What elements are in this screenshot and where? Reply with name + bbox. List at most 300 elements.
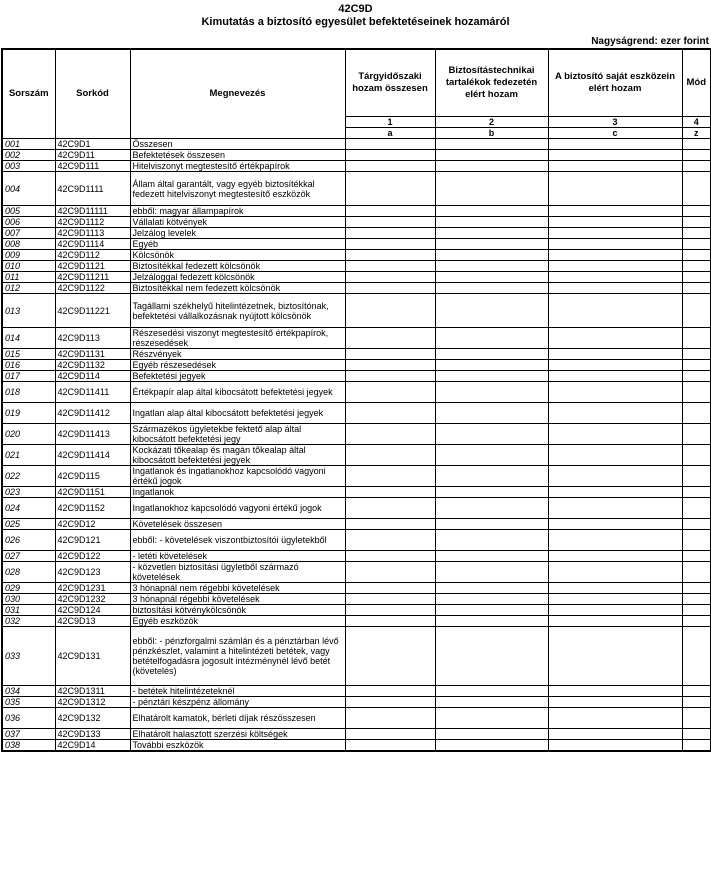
row-number: 021 [2, 445, 55, 466]
row-name: További eszközök [130, 740, 345, 752]
row-number: 027 [2, 551, 55, 562]
value-cell-c[interactable] [548, 466, 682, 487]
table-row [2, 161, 711, 172]
row-number: 026 [2, 530, 55, 551]
col-letter-b: b [435, 128, 548, 139]
col-number-2: 2 [435, 117, 548, 128]
value-cell-b[interactable] [435, 519, 548, 530]
col-letter-a: a [345, 128, 435, 139]
table-row [2, 583, 711, 594]
table-row [2, 250, 711, 261]
value-cell-c[interactable] [548, 206, 682, 217]
report-title: Kimutatás a biztosító egyesület befektetéseinek hozamáról [201, 16, 510, 28]
value-cell-b[interactable] [435, 272, 548, 283]
value-cell-c[interactable] [548, 740, 682, 752]
value-cell-z[interactable] [682, 403, 711, 424]
table-row [2, 294, 711, 328]
table-row [2, 551, 711, 562]
col-letter-c: c [548, 128, 682, 139]
value-cell-z[interactable] [682, 206, 711, 217]
table-row [2, 686, 711, 697]
value-cell-a[interactable] [345, 519, 435, 530]
value-cell-c[interactable] [548, 349, 682, 360]
row-name: Tagállami székhelyű hitelintézetnek, biztosítónak, befektetési vállalkozásnak nyújtott kölcsönök [130, 294, 345, 328]
value-cell-a[interactable] [345, 616, 435, 627]
value-cell-z[interactable] [682, 283, 711, 294]
value-cell-z[interactable] [682, 466, 711, 487]
value-cell-b[interactable] [435, 605, 548, 616]
value-cell-c[interactable] [548, 424, 682, 445]
row-name: Kölcsönök [130, 250, 345, 261]
value-cell-b[interactable] [435, 740, 548, 752]
value-cell-b[interactable] [435, 206, 548, 217]
value-cell-z[interactable] [682, 530, 711, 551]
table-row [2, 740, 711, 752]
table-row [2, 206, 711, 217]
row-code: 42C9D121 [55, 530, 130, 551]
value-cell-a[interactable] [345, 349, 435, 360]
value-cell-a[interactable] [345, 139, 435, 150]
value-cell-a[interactable] [345, 328, 435, 349]
value-cell-b[interactable] [435, 729, 548, 740]
value-cell-c[interactable] [548, 551, 682, 562]
table-row [2, 708, 711, 729]
value-cell-b[interactable] [435, 530, 548, 551]
value-cell-a[interactable] [345, 466, 435, 487]
row-name: Biztosítékkal fedezett kölcsönök [130, 261, 345, 272]
report-code: 42C9D [338, 3, 373, 15]
value-cell-c[interactable] [548, 371, 682, 382]
value-cell-z[interactable] [682, 328, 711, 349]
row-number: 016 [2, 360, 55, 371]
value-cell-z[interactable] [682, 228, 711, 239]
value-cell-b[interactable] [435, 283, 548, 294]
value-cell-a[interactable] [345, 627, 435, 686]
row-code: 42C9D132 [55, 708, 130, 729]
row-number: 024 [2, 498, 55, 519]
row-number: 012 [2, 283, 55, 294]
value-cell-b[interactable] [435, 686, 548, 697]
value-cell-b[interactable] [435, 594, 548, 605]
row-number: 008 [2, 239, 55, 250]
value-cell-z[interactable] [682, 498, 711, 519]
value-cell-c[interactable] [548, 519, 682, 530]
value-cell-b[interactable] [435, 328, 548, 349]
value-cell-c[interactable] [548, 228, 682, 239]
row-name: Részvények [130, 349, 345, 360]
row-number: 031 [2, 605, 55, 616]
row-name: - letéti követelések [130, 551, 345, 562]
row-code: 42C9D114 [55, 371, 130, 382]
row-code: 42C9D112 [55, 250, 130, 261]
value-cell-z[interactable] [682, 562, 711, 583]
value-cell-b[interactable] [435, 172, 548, 206]
row-name: Állam által garantált, vagy egyéb biztosítékkal fedezett hitelviszonyt megtestesítő eszközök [130, 172, 345, 206]
value-cell-c[interactable] [548, 686, 682, 697]
value-cell-b[interactable] [435, 161, 548, 172]
row-number: 025 [2, 519, 55, 530]
value-cell-a[interactable] [345, 729, 435, 740]
table-row [2, 228, 711, 239]
value-cell-z[interactable] [682, 217, 711, 228]
value-cell-b[interactable] [435, 708, 548, 729]
value-cell-c[interactable] [548, 360, 682, 371]
row-name: Egyéb részesedések [130, 360, 345, 371]
value-cell-a[interactable] [345, 498, 435, 519]
row-code: 42C9D12 [55, 519, 130, 530]
table-row [2, 498, 711, 519]
value-cell-b[interactable] [435, 424, 548, 445]
value-cell-c[interactable] [548, 605, 682, 616]
table-row [2, 519, 711, 530]
value-cell-a[interactable] [345, 562, 435, 583]
table-row [2, 382, 711, 403]
value-cell-a[interactable] [345, 272, 435, 283]
row-number: 022 [2, 466, 55, 487]
value-cell-c[interactable] [548, 150, 682, 161]
value-cell-a[interactable] [345, 487, 435, 498]
row-number: 020 [2, 424, 55, 445]
row-name: Ingatlanokhoz kapcsolódó vagyoni értékű jogok [130, 498, 345, 519]
value-cell-b[interactable] [435, 627, 548, 686]
row-name: Jelzáloggal fedezett kölcsönök [130, 272, 345, 283]
row-code: 42C9D11221 [55, 294, 130, 328]
row-code: 42C9D131 [55, 627, 130, 686]
row-number: 009 [2, 250, 55, 261]
value-cell-c[interactable] [548, 250, 682, 261]
value-cell-a[interactable] [345, 740, 435, 752]
value-cell-a[interactable] [345, 283, 435, 294]
value-cell-a[interactable] [345, 250, 435, 261]
table-row [2, 172, 711, 206]
value-cell-c[interactable] [548, 294, 682, 328]
col-number-1: 1 [345, 117, 435, 128]
table-row [2, 360, 711, 371]
value-cell-z[interactable] [682, 272, 711, 283]
value-cell-c[interactable] [548, 139, 682, 150]
row-number: 035 [2, 697, 55, 708]
header-col4: Mód [682, 49, 711, 117]
row-code: 42C9D1121 [55, 261, 130, 272]
value-cell-a[interactable] [345, 686, 435, 697]
value-cell-b[interactable] [435, 261, 548, 272]
value-cell-z[interactable] [682, 294, 711, 328]
value-cell-a[interactable] [345, 360, 435, 371]
value-cell-c[interactable] [548, 498, 682, 519]
value-cell-a[interactable] [345, 261, 435, 272]
table-row [2, 424, 711, 445]
table-row [2, 371, 711, 382]
table-row [2, 616, 711, 627]
row-number: 002 [2, 150, 55, 161]
table-row [2, 466, 711, 487]
row-code: 42C9D115 [55, 466, 130, 487]
value-cell-z[interactable] [682, 686, 711, 697]
row-name: Egyéb eszközök [130, 616, 345, 627]
header-megnevezes: Megnevezés [130, 49, 345, 139]
value-cell-z[interactable] [682, 250, 711, 261]
row-code: 42C9D1151 [55, 487, 130, 498]
row-name: - közvetlen biztosítási ügyletből származó követelések [130, 562, 345, 583]
row-number: 015 [2, 349, 55, 360]
table-row [2, 487, 711, 498]
value-cell-z[interactable] [682, 487, 711, 498]
value-cell-a[interactable] [345, 583, 435, 594]
value-cell-c[interactable] [548, 445, 682, 466]
col-number-3: 3 [548, 117, 682, 128]
header-col1: Tárgyidőszaki hozam összesen [345, 49, 435, 117]
value-cell-b[interactable] [435, 466, 548, 487]
value-cell-c[interactable] [548, 161, 682, 172]
value-cell-c[interactable] [548, 328, 682, 349]
row-name: Elhatárolt kamatok, bérleti díjak részösszesen [130, 708, 345, 729]
row-number: 010 [2, 261, 55, 272]
value-cell-c[interactable] [548, 562, 682, 583]
header-sorszam: Sorszám [2, 49, 55, 139]
row-number: 013 [2, 294, 55, 328]
value-cell-c[interactable] [548, 583, 682, 594]
row-name: Elhatárolt halasztott szerzési költségek [130, 729, 345, 740]
header-col2: Biztosítástechnikai tartalékok fedezetén elért hozam [435, 49, 548, 117]
row-code: 42C9D1132 [55, 360, 130, 371]
row-code: 42C9D11411 [55, 382, 130, 403]
value-cell-b[interactable] [435, 250, 548, 261]
row-number: 018 [2, 382, 55, 403]
value-cell-a[interactable] [345, 150, 435, 161]
row-number: 036 [2, 708, 55, 729]
value-cell-c[interactable] [548, 382, 682, 403]
row-number: 007 [2, 228, 55, 239]
row-number: 005 [2, 206, 55, 217]
value-cell-b[interactable] [435, 616, 548, 627]
table-row [2, 283, 711, 294]
value-cell-z[interactable] [682, 627, 711, 686]
value-cell-z[interactable] [682, 172, 711, 206]
table-row [2, 272, 711, 283]
row-number: 030 [2, 594, 55, 605]
value-cell-z[interactable] [682, 161, 711, 172]
value-cell-z[interactable] [682, 349, 711, 360]
value-cell-a[interactable] [345, 605, 435, 616]
value-cell-z[interactable] [682, 360, 711, 371]
value-cell-z[interactable] [682, 261, 711, 272]
value-cell-c[interactable] [548, 729, 682, 740]
value-cell-z[interactable] [682, 583, 711, 594]
value-cell-z[interactable] [682, 551, 711, 562]
value-cell-c[interactable] [548, 172, 682, 206]
table-row [2, 594, 711, 605]
row-code: 42C9D13 [55, 616, 130, 627]
unit-label: Nagyságrend: ezer forint [591, 36, 709, 47]
value-cell-b[interactable] [435, 228, 548, 239]
value-cell-c[interactable] [548, 616, 682, 627]
value-cell-z[interactable] [682, 729, 711, 740]
value-cell-b[interactable] [435, 403, 548, 424]
value-cell-a[interactable] [345, 294, 435, 328]
value-cell-c[interactable] [548, 239, 682, 250]
report-table [1, 48, 711, 752]
value-cell-z[interactable] [682, 371, 711, 382]
row-code: 42C9D14 [55, 740, 130, 752]
row-name: Származékos ügyletekbe fektető alap által kibocsátott befektetési jegy [130, 424, 345, 445]
row-name: - betétek hitelintézeteknél [130, 686, 345, 697]
value-cell-z[interactable] [682, 605, 711, 616]
table-row [2, 562, 711, 583]
row-code: 42C9D11412 [55, 403, 130, 424]
row-code: 42C9D1113 [55, 228, 130, 239]
row-number: 006 [2, 217, 55, 228]
row-code: 42C9D11413 [55, 424, 130, 445]
value-cell-a[interactable] [345, 697, 435, 708]
row-number: 023 [2, 487, 55, 498]
value-cell-c[interactable] [548, 283, 682, 294]
value-cell-z[interactable] [682, 139, 711, 150]
value-cell-b[interactable] [435, 217, 548, 228]
value-cell-b[interactable] [435, 239, 548, 250]
row-number: 004 [2, 172, 55, 206]
row-code: 42C9D1131 [55, 349, 130, 360]
value-cell-c[interactable] [548, 697, 682, 708]
value-cell-a[interactable] [345, 371, 435, 382]
row-code: 42C9D1114 [55, 239, 130, 250]
row-code: 42C9D1311 [55, 686, 130, 697]
value-cell-z[interactable] [682, 697, 711, 708]
row-name: Értékpapír alap által kibocsátott befektetési jegyek [130, 382, 345, 403]
row-name: ebből: - követelések viszontbiztosítói ügyletekből [130, 530, 345, 551]
value-cell-b[interactable] [435, 150, 548, 161]
value-cell-c[interactable] [548, 530, 682, 551]
value-cell-c[interactable] [548, 272, 682, 283]
row-name: Ingatlanok [130, 487, 345, 498]
table-row [2, 239, 711, 250]
table-row [2, 605, 711, 616]
value-cell-a[interactable] [345, 239, 435, 250]
table-row [2, 729, 711, 740]
value-cell-z[interactable] [682, 445, 711, 466]
value-cell-z[interactable] [682, 150, 711, 161]
row-name: ebből: magyar állampapírok [130, 206, 345, 217]
value-cell-b[interactable] [435, 445, 548, 466]
table-row [2, 530, 711, 551]
value-cell-a[interactable] [345, 708, 435, 729]
row-code: 42C9D124 [55, 605, 130, 616]
row-code: 42C9D11414 [55, 445, 130, 466]
table-row [2, 139, 711, 150]
row-code: 42C9D1232 [55, 594, 130, 605]
row-number: 003 [2, 161, 55, 172]
row-code: 42C9D1312 [55, 697, 130, 708]
row-number: 034 [2, 686, 55, 697]
row-number: 014 [2, 328, 55, 349]
value-cell-a[interactable] [345, 530, 435, 551]
table-row [2, 261, 711, 272]
value-cell-z[interactable] [682, 239, 711, 250]
value-cell-a[interactable] [345, 172, 435, 206]
value-cell-c[interactable] [548, 217, 682, 228]
row-name: Hitelviszonyt megtestesítő értékpapírok [130, 161, 345, 172]
row-name: Részesedési viszonyt megtestesítő értékpapírok, részesedések [130, 328, 345, 349]
value-cell-b[interactable] [435, 487, 548, 498]
row-code: 42C9D11 [55, 150, 130, 161]
value-cell-b[interactable] [435, 498, 548, 519]
value-cell-a[interactable] [345, 382, 435, 403]
value-cell-z[interactable] [682, 616, 711, 627]
row-name: 3 hónapnál régebbi követelések [130, 594, 345, 605]
value-cell-a[interactable] [345, 424, 435, 445]
value-cell-z[interactable] [682, 708, 711, 729]
row-name: Ingatlanok és ingatlanokhoz kapcsolódó vagyoni értékű jogok [130, 466, 345, 487]
value-cell-a[interactable] [345, 594, 435, 605]
row-name: Ingatlan alap által kibocsátott befektetési jegyek [130, 403, 345, 424]
value-cell-z[interactable] [682, 424, 711, 445]
table-row [2, 150, 711, 161]
row-code: 42C9D1152 [55, 498, 130, 519]
value-cell-b[interactable] [435, 294, 548, 328]
value-cell-c[interactable] [548, 594, 682, 605]
row-number: 029 [2, 583, 55, 594]
value-cell-c[interactable] [548, 708, 682, 729]
value-cell-b[interactable] [435, 551, 548, 562]
value-cell-b[interactable] [435, 583, 548, 594]
value-cell-c[interactable] [548, 261, 682, 272]
value-cell-b[interactable] [435, 139, 548, 150]
value-cell-z[interactable] [682, 740, 711, 752]
value-cell-a[interactable] [345, 403, 435, 424]
row-code: 42C9D1231 [55, 583, 130, 594]
row-name: Egyéb [130, 239, 345, 250]
row-name: Követelések összesen [130, 519, 345, 530]
row-name: Vállalati kötvények [130, 217, 345, 228]
value-cell-b[interactable] [435, 371, 548, 382]
value-cell-a[interactable] [345, 206, 435, 217]
row-code: 42C9D11111 [55, 206, 130, 217]
value-cell-b[interactable] [435, 562, 548, 583]
row-number: 033 [2, 627, 55, 686]
row-name: - pénztári készpénz állomány [130, 697, 345, 708]
row-code: 42C9D123 [55, 562, 130, 583]
value-cell-a[interactable] [345, 551, 435, 562]
row-code: 42C9D1111 [55, 172, 130, 206]
row-name: Befektetési jegyek [130, 371, 345, 382]
value-cell-a[interactable] [345, 228, 435, 239]
row-code: 42C9D122 [55, 551, 130, 562]
value-cell-b[interactable] [435, 349, 548, 360]
value-cell-b[interactable] [435, 697, 548, 708]
col-number-4: 4 [682, 117, 711, 128]
row-number: 037 [2, 729, 55, 740]
table-row [2, 403, 711, 424]
value-cell-z[interactable] [682, 594, 711, 605]
value-cell-a[interactable] [345, 445, 435, 466]
row-code: 42C9D1112 [55, 217, 130, 228]
value-cell-c[interactable] [548, 487, 682, 498]
row-name: 3 hónapnál nem régebbi követelések [130, 583, 345, 594]
row-name: ebből: - pénzforgalmi számlán és a pénztárban lévő pénzkészlet, valamint a hitelintézeti betétek, vagy betételfogadásra jogosult intézménynél lévő betét (követelés) [130, 627, 345, 686]
row-name: biztosítási kötvénykölcsönök [130, 605, 345, 616]
value-cell-z[interactable] [682, 382, 711, 403]
value-cell-z[interactable] [682, 519, 711, 530]
value-cell-b[interactable] [435, 382, 548, 403]
value-cell-b[interactable] [435, 360, 548, 371]
value-cell-a[interactable] [345, 161, 435, 172]
value-cell-c[interactable] [548, 627, 682, 686]
table-body [2, 139, 711, 752]
row-code: 42C9D1122 [55, 283, 130, 294]
value-cell-a[interactable] [345, 217, 435, 228]
value-cell-c[interactable] [548, 403, 682, 424]
row-name: Jelzálog levelek [130, 228, 345, 239]
row-code: 42C9D111 [55, 161, 130, 172]
